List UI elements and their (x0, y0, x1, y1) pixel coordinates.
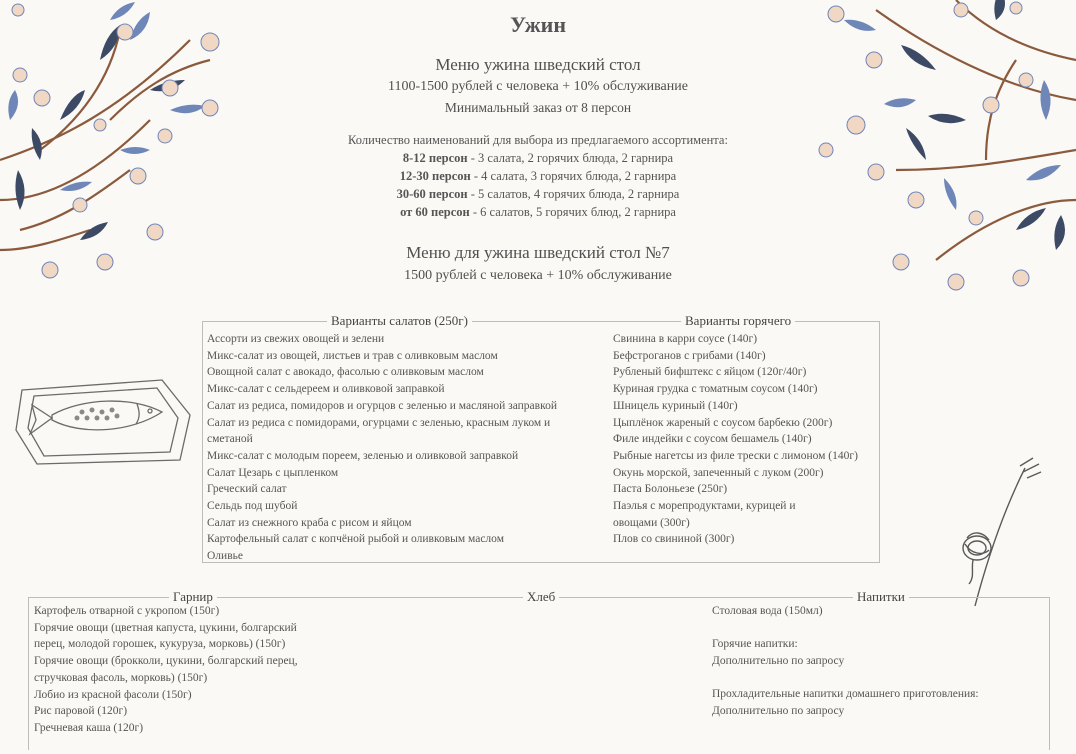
garnish-label: Гарнир (169, 589, 217, 605)
list-item: Салат Цезарь с цыпленком (207, 466, 339, 479)
tier-row: от 60 персон - 6 салатов, 5 горячих блюд, 2 гарнира (400, 205, 676, 219)
list-item: Овощной салат с авокадо, фасолью с оливковым маслом (207, 366, 484, 379)
list-item: Микс-салат из овощей, листьев и трав с оливковым маслом (207, 349, 498, 362)
list-item: Куриная грудка с томатным соусом (140г) (613, 383, 818, 396)
list-item: Горячие овощи (цветная капуста, цукини, болгарский (34, 621, 297, 634)
list-item: сметаной (207, 433, 253, 446)
list-item: Окунь морской, запеченный с луком (200г) (613, 466, 824, 479)
drinks-cold-note: Дополнительно по запросу (712, 705, 845, 718)
list-item: Салат из редиса, помидоров и огурцов с зеленью и масляной заправкой (207, 399, 558, 412)
salads-hot-box (202, 313, 880, 563)
list-item: Гречневая каша (120г) (34, 721, 144, 734)
hot-list (613, 331, 877, 548)
list-item: Рис паровой (120г) (34, 705, 128, 718)
list-item: Оливье (207, 550, 243, 563)
list-item: Картофель отварной с укропом (150г) (34, 605, 220, 617)
tier-row: 12-30 персон - 4 салата, 3 горячих блюда, 2 гарнира (399, 169, 677, 183)
list-item: Салат из редиса с помидорами, огурцами с зеленью, красным луком и (207, 416, 551, 429)
list-item: Рыбные нагетсы из филе трески с лимоном (140г) (613, 449, 858, 462)
list-item: Шницель куриный (140г) (613, 399, 738, 412)
list-item: Картофельный салат с копчёной рыбой и оливковым маслом (207, 533, 504, 546)
drinks-hot-title: Горячие напитки: (712, 638, 798, 651)
page-title: Ужин (509, 12, 567, 37)
drinks-hot-note: Дополнительно по запросу (712, 655, 845, 668)
list-item: Салат из снежного краба с рисом и яйцом (207, 516, 412, 529)
list-item: Сельдь под шубой (207, 500, 298, 513)
list-item: Греческий салат (207, 483, 287, 496)
list-item: Свинина в карри соусе (140г) (613, 333, 758, 345)
list-item: Микс-салат с сельдереем и оливковой заправкой (207, 383, 445, 396)
salads-label: Варианты салатов (250г) (327, 313, 472, 329)
menu7-heading: Меню для ужина шведский стол №7 (406, 243, 670, 262)
assortment-intro: Количество наименований для выбора из предлагаемого ассортимента: (348, 133, 728, 147)
fish-plate-icon (12, 360, 192, 470)
list-item: Рубленый бифштекс с яйцом (120г/40г) (613, 366, 807, 379)
list-item: Ассорти из свежих овощей и зелени (207, 333, 385, 345)
salads-list (207, 331, 607, 565)
garnish-list (34, 603, 364, 737)
bread-label: Хлеб (523, 589, 559, 605)
list-item: Микс-салат с молодым пореем, зеленью и оливковой заправкой (207, 449, 519, 462)
list-item: овощами (300г) (613, 516, 690, 529)
list-item: стручковая фасоль, морковь) (150г) (34, 671, 208, 684)
list-item: Паста Болоньезе (250г) (613, 483, 728, 496)
tier-row: 30-60 персон - 5 салатов, 4 горячих блюда, 2 гарнира (396, 187, 680, 201)
list-item: Бефстроганов с грибами (140г) (613, 349, 766, 362)
list-item: Плов со свининой (300г) (613, 533, 735, 546)
drinks-cold-title: Прохладительные напитки домашнего приготовления: (712, 688, 979, 701)
menu1-min-order: Минимальный заказ от 8 персон (444, 100, 632, 115)
menu1-price: 1100-1500 рублей с человека + 10% обслуживание (388, 79, 688, 94)
list-item: перец, молодой горошек, кукуруза, морковь) (150г) (34, 638, 286, 651)
list-item: Паэлья с морепродуктами, курицей и (613, 500, 796, 513)
fork-spaghetti-icon (955, 458, 1045, 608)
list-item: Цыплёнок жареный с соусом барбекю (200г) (613, 416, 833, 429)
menu1-heading: Меню ужина шведский стол (435, 55, 641, 74)
list-item: Лобио из красной фасоли (150г) (34, 688, 192, 701)
bottom-box (28, 589, 1050, 750)
list-item: Филе индейки с соусом бешамель (140г) (613, 433, 812, 446)
tier-row: 8-12 персон - 3 салата, 2 горячих блюда, 2 гарнира (402, 151, 674, 165)
drinks-list (712, 603, 1042, 720)
drinks-water: Столовая вода (150мл) (712, 605, 823, 617)
hot-label: Варианты горячего (681, 313, 795, 329)
menu7-price: 1500 рублей с человека + 10% обслуживание (404, 268, 672, 283)
list-item: Горячие овощи (брокколи, цукини, болгарский перец, (34, 655, 298, 668)
drinks-label: Напитки (853, 589, 909, 605)
